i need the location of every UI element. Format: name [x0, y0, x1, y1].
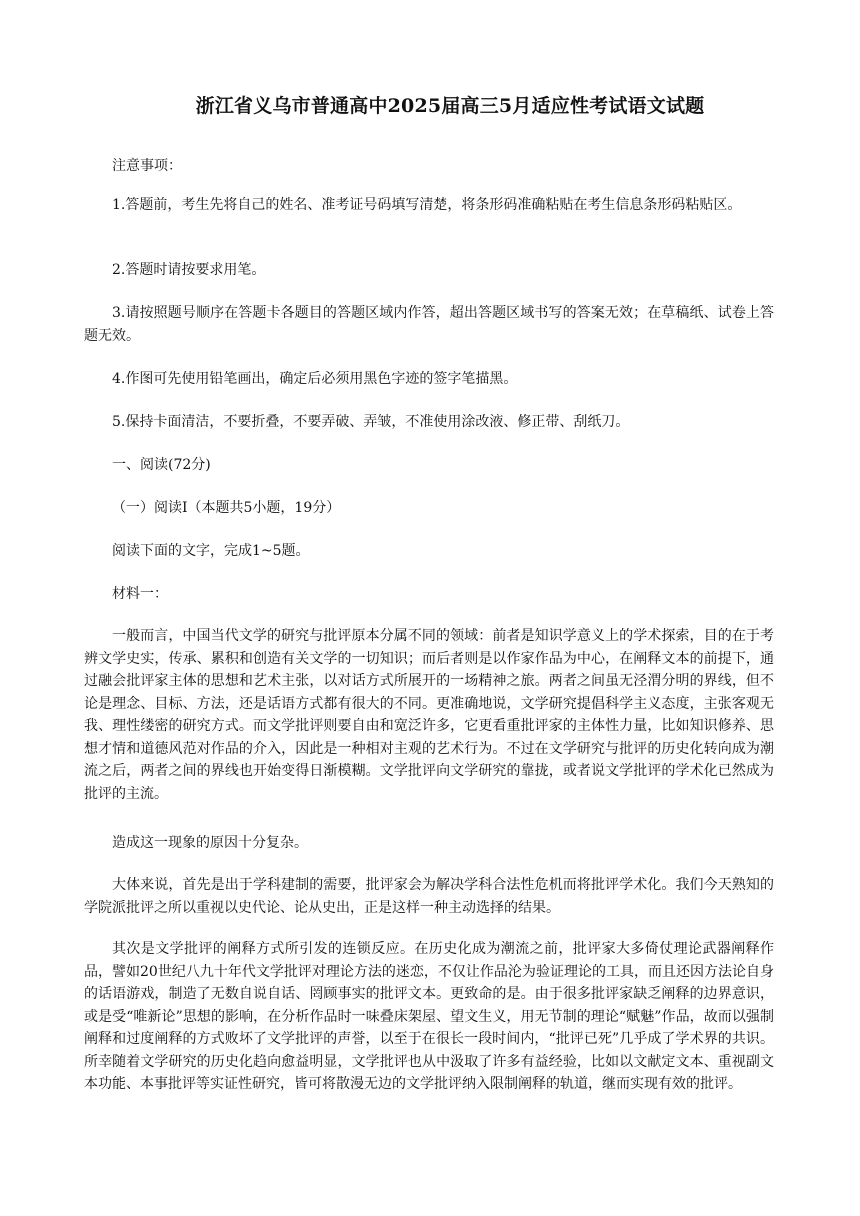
notice-item-2: 2.答题时请按要求用笔。 — [112, 262, 266, 278]
body-paragraph-1: 一般而言，中国当代文学的研究与批评原本分属不同的领域：前者是知识学意义上的学术探索，目的在于考辨文学史实，传承、累积和创造有关文学的一切知识；而后者则是以作家作品为中心，在阐释文本的前提下，通过融会批评家主体的思想和艺术主张，以对话方式所展开的一场精神之旅。两者之间虽无泾渭分明的界线，但不论是理念、目标、方法，还是话语方式都有很大的不同。更准确地说，文学研究提倡科学主义态度，主张客观无我、理性缕密的研究方式。而文学批评则要自由和宽泛许多，它更看重批评家的主体性力量，比如知识修养、思想才情和道德风范对作品的介入，因此是一种相对主观的艺术行为。不过在文学研究与批评的历史化转向成为潮流之后，两者之间的界线也开始变得日渐模糊。文学批评向文学研究的靠拢，或者说文学批评的学术化已然成为批评的主流。 — [84, 628, 774, 802]
notice-heading: 注意事项： — [112, 158, 182, 174]
body-paragraph-3: 大体来说，首先是出于学科建制的需要，批评家会为解决学科合法性危机而将批评学术化。我们今天熟知的学院派批评之所以重视以史代论、论从史出，正是这样一种主动选择的结果。 — [84, 877, 774, 916]
subsection-heading: （一）阅读Ⅰ（本题共5小题，19分） — [112, 500, 341, 516]
notice-item-1: 1.答题前，考生先将自己的姓名、准考证号码填写清楚，将条形码准确粘贴在考生信息条形码粘贴区。 — [112, 197, 742, 213]
body-paragraph-4: 其次是文学批评的阐释方式所引发的连锁反应。在历史化成为潮流之前，批评家大多倚仗理论武器阐释作品，譬如20世纪八九十年代文学批评对理论方法的迷恋，不仅让作品沦为验证理论的工具，而且还因方法论自身的话语游戏，制造了无数自说自话、罔顾事实的批评文本。更致命的是。由于很多批评家缺乏阐释的边界意识，或是受“唯新论”思想的影响，在分析作品时一味叠床架屋、望文生义，用无节制的理论“赋魅”作品，故而以强制阐释和过度阐释的方式败坏了文学批评的声誉，以至于在很长一段时间内，“批评已死”几乎成了学术界的共识。所幸随着文学研究的历史化趋向愈益明显，文学批评也从中汲取了许多有益经验，比如以文献定文本、重视副文本功能、本事批评等实证性研究，皆可将散漫无边的文学批评纳入限制阐释的轨道，继而实现有效的批评。 — [84, 941, 774, 1092]
section-heading: 一、阅读(72分) — [112, 457, 211, 473]
notice-item-5: 5.保持卡面清洁，不要折叠，不要弄破、弄皱，不准使用涂改液、修正带、刮纸刀。 — [112, 414, 630, 430]
exam-title: 浙江省义乌市普通高中2025届高三5月适应性考试语文试题 — [195, 95, 705, 117]
reading-instruction: 阅读下面的文字，完成1~5题。 — [112, 543, 310, 559]
notice-item-3: 3.请按照题号顺序在答题卡各题目的答题区域内作答，超出答题区域书写的答案无效；在草稿纸、试卷上答题无效。 — [84, 305, 774, 344]
body-paragraph-2: 造成这一现象的原因十分复杂。 — [112, 835, 308, 851]
notice-item-4: 4.作图可先使用铅笔画出，确定后必须用黑色字迹的签字笔描黑。 — [112, 371, 518, 387]
material-label: 材料一： — [112, 586, 168, 602]
